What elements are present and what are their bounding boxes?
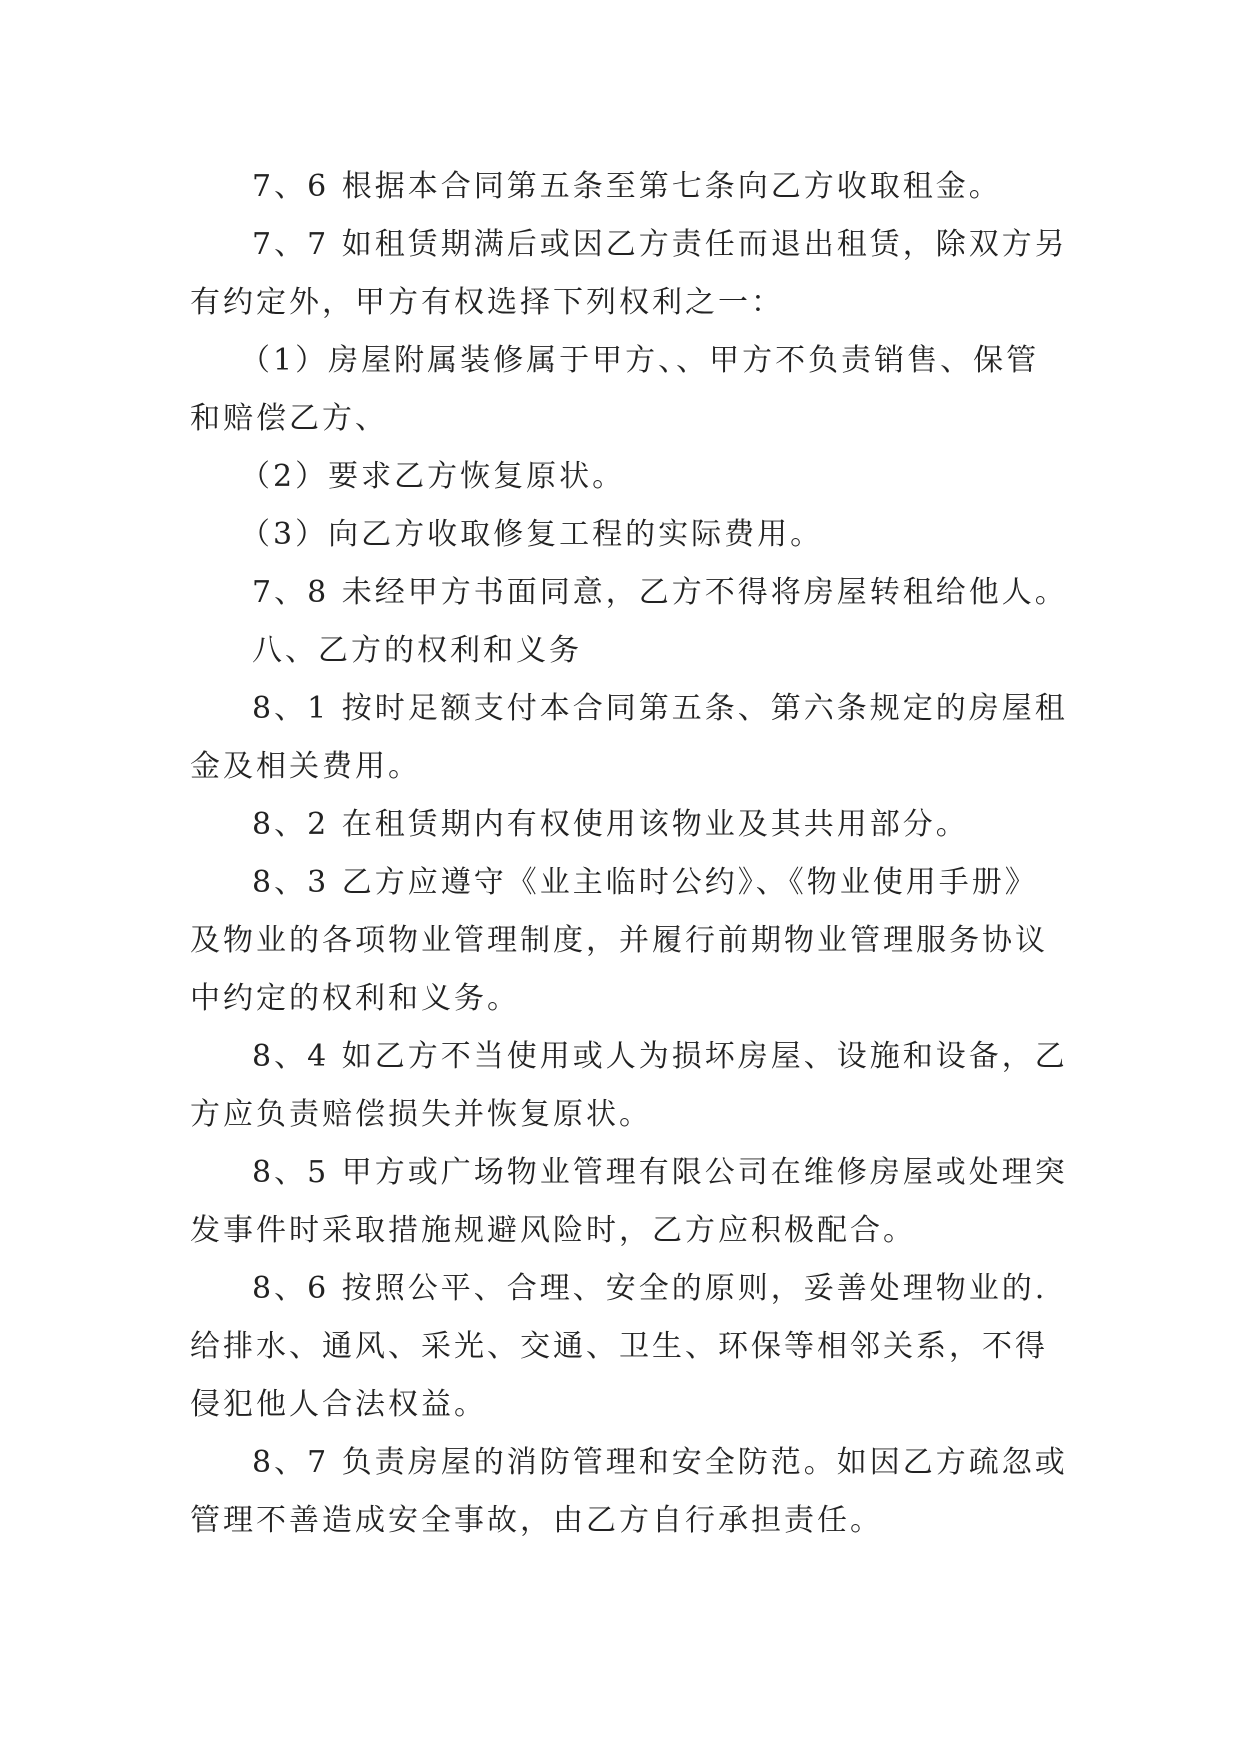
clause-7-8: 7、8 未经甲方书面同意，乙方不得将房屋转租给他人。 xyxy=(252,575,1068,610)
clause-7-7: 7、7 如租赁期满后或因乙方责任而退出租赁，除双方另有约定外，甲方有权选择下列权利之一： xyxy=(190,227,1068,320)
clause-8-6: 8、6 按照公平、合理、安全的原则，妥善处理物业的.给排水、通风、采光、交通、卫生、环保等相邻关系，不得侵犯他人合法权益。 xyxy=(190,1271,1048,1422)
clause-8-7: 8、7 负责房屋的消防管理和安全防范。如因乙方疏忽或管理不善造成安全事故，由乙方自行承担责任。 xyxy=(190,1445,1068,1538)
section-heading-8: 八、乙方的权利和义务 xyxy=(252,633,582,668)
clause-7-7-option-2: （2）要求乙方恢复原状。 xyxy=(240,459,626,494)
clause-8-3: 8、3 乙方应遵守《业主临时公约》、《物业使用手册》及物业的各项物业管理制度，并履行前期物业管理服务协议中约定的权利和义务。 xyxy=(190,865,1048,1016)
clause-8-5: 8、5 甲方或广场物业管理有限公司在维修房屋或处理突发事件时采取措施规避风险时，乙方应积极配合。 xyxy=(190,1155,1068,1248)
clause-8-4: 8、4 如乙方不当使用或人为损坏房屋、设施和设备，乙方应负责赔偿损失并恢复原状。 xyxy=(190,1039,1068,1132)
document-body xyxy=(190,158,1070,1550)
clause-7-7-option-1: （1）房屋附属装修属于甲方、、甲方不负责销售、保管和赔偿乙方、 xyxy=(190,343,1040,436)
clause-7-7-option-3: （3）向乙方收取修复工程的实际费用。 xyxy=(240,517,824,552)
clause-8-1: 8、1 按时足额支付本合同第五条、第六条规定的房屋租金及相关费用。 xyxy=(190,691,1068,784)
clause-8-2: 8、2 在租赁期内有权使用该物业及其共用部分。 xyxy=(252,807,969,842)
clause-7-6: 7、6 根据本合同第五条至第七条向乙方收取租金。 xyxy=(252,169,1002,204)
